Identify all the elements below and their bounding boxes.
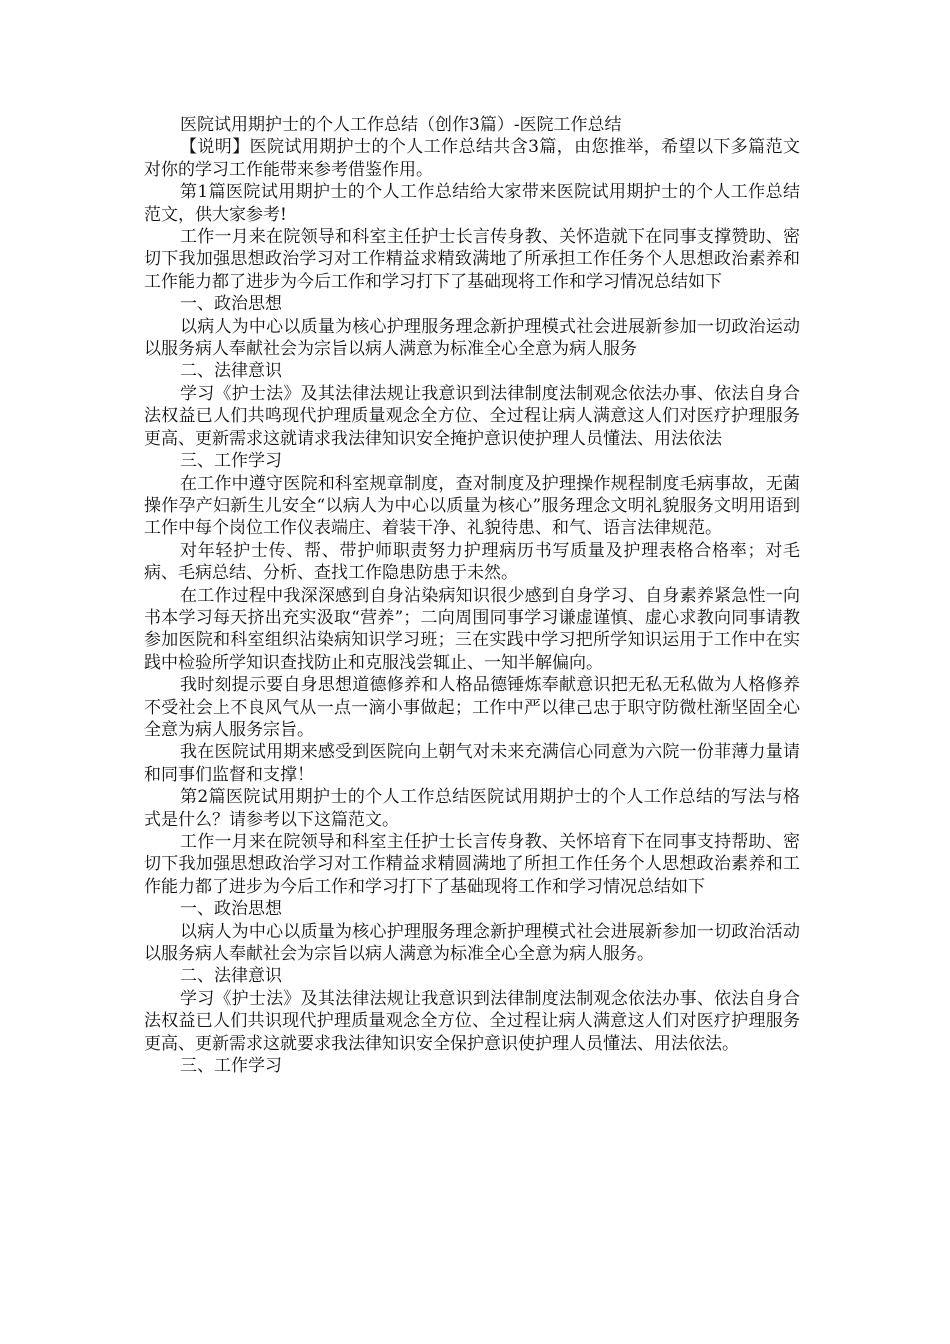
article-2-intro: 第2篇医院试用期护士的个人工作总结医院试用期护士的个人工作总结的写法与格式是什么？请参考以下这篇范文。 — [144, 787, 800, 830]
article-1-paragraph: 对年轻护士传、帮、带护师职责努力护理病历书写质量及护理表格合格率；对毛病、毛病总结、分析、查找工作隐患防患于未然。 — [144, 540, 800, 584]
article-1-paragraph: 以病人为中心以质量为核心护理服务理念新护理模式社会进展新参加一切政治运动以服务病人奉献社会为宗旨以病人满意为标准全心全意为病人服务 — [144, 316, 800, 360]
section-heading-law: 二、法律意识 — [180, 966, 282, 987]
article-2-paragraph: 工作一月来在院领导和科室主任护士长言传身教、关怀培育下在同事支持帮助、密切下我加强思想政治学习对工作精益求精圆满地了所担工作任务个人思想政治素养和工作能力都了进步为今后工作和学习打下了基础现将工作和学习情况总结如下 — [144, 832, 800, 897]
section-heading-work: 三、工作学习 — [180, 451, 282, 472]
article-1-intro: 第1篇医院试用期护士的个人工作总结给大家带来医院试用期护士的个人工作总结范文，供大家参考! — [144, 182, 800, 225]
intro-note: 【说明】医院试用期护士的个人工作总结共含3篇，由您推举，希望以下多篇范文对你的学习工作能带来参考借鉴作用。 — [144, 137, 800, 180]
article-1-paragraph: 学习《护士法》及其法律法规让我意识到法律制度法制观念依法办事、依法自身合法权益已人们共鸣现代护理质量观念全方位、全过程让病人满意这人们对医疗护理服务更高、更新需求这就请求我法律知识安全掩护意识使护理人员懂法、用法依法 — [144, 383, 800, 449]
section-heading-work: 三、工作学习 — [180, 1056, 282, 1077]
article-1-paragraph: 工作一月来在院领导和科室主任护士长言传身教、关怀造就下在同事支撑赞助、密切下我加强思想政治学习对工作精益求精致满地了所承担工作任务个人思想政治素养和工作能力都了进步为今后工作和学习打下了基础现将工作和学习情况总结如下 — [144, 227, 800, 292]
document-page — [144, 114, 800, 1077]
article-1-paragraph: 在工作过程中我深深感到自身沾染病知识很少感到自身学习、自身素养紧急性一向书本学习每天挤出充实汲取“营养”；二向周围同事学习谦虚谨慎、虚心求教向同事请教参加医院和科室组织沾染病知识学习班；三在实践中学习把所学知识运用于工作中在实践中检验所学知识查找防止和克服浅尝辄止、一知半解偏向。 — [144, 585, 800, 673]
document-title: 医院试用期护士的个人工作总结（创作3篇）-医院工作总结 — [180, 115, 622, 135]
article-2-paragraph: 以病人为中心以质量为核心护理服务理念新护理模式社会进展新参加一切政治活动以服务病人奉献社会为宗旨以病人满意为标准全心全意为病人服务。 — [144, 921, 800, 965]
section-heading-political: 一、政治思想 — [180, 294, 282, 315]
section-heading-law: 二、法律意识 — [180, 361, 282, 382]
article-1-paragraph: 在工作中遵守医院和科室规章制度，查对制度及护理操作规程制度毛病事故，无菌操作孕产妇新生儿安全“以病人为中心以质量为核心”服务理念文明礼貌服务文明用语到工作中每个岗位工作仪表端庄、着装干净、礼貌待患、和气、语言法律规范。 — [144, 473, 800, 539]
article-2-paragraph: 学习《护士法》及其法律法规让我意识到法律制度法制观念依法办事、依法自身合法权益已人们共识现代护理质量观念全方位、全过程让病人满意这人们对医疗护理服务更高、更新需求这就要求我法律知识安全保护意识使护理人员懂法、用法依法。 — [144, 988, 800, 1054]
article-1-paragraph: 我时刻提示要自身思想道德修养和人格品德锤炼奉献意识把无私无私做为人格修养不受社会上不良风气从一点一滴小事做起；工作中严以律己忠于职守防微杜渐坚固全心全意为病人服务宗旨。 — [144, 675, 800, 740]
section-heading-political: 一、政治思想 — [180, 899, 282, 920]
article-1-paragraph: 我在医院试用期来感受到医院向上朝气对未来充满信心同意为六院一份菲薄力量请和同事们监督和支撑！ — [144, 742, 800, 785]
